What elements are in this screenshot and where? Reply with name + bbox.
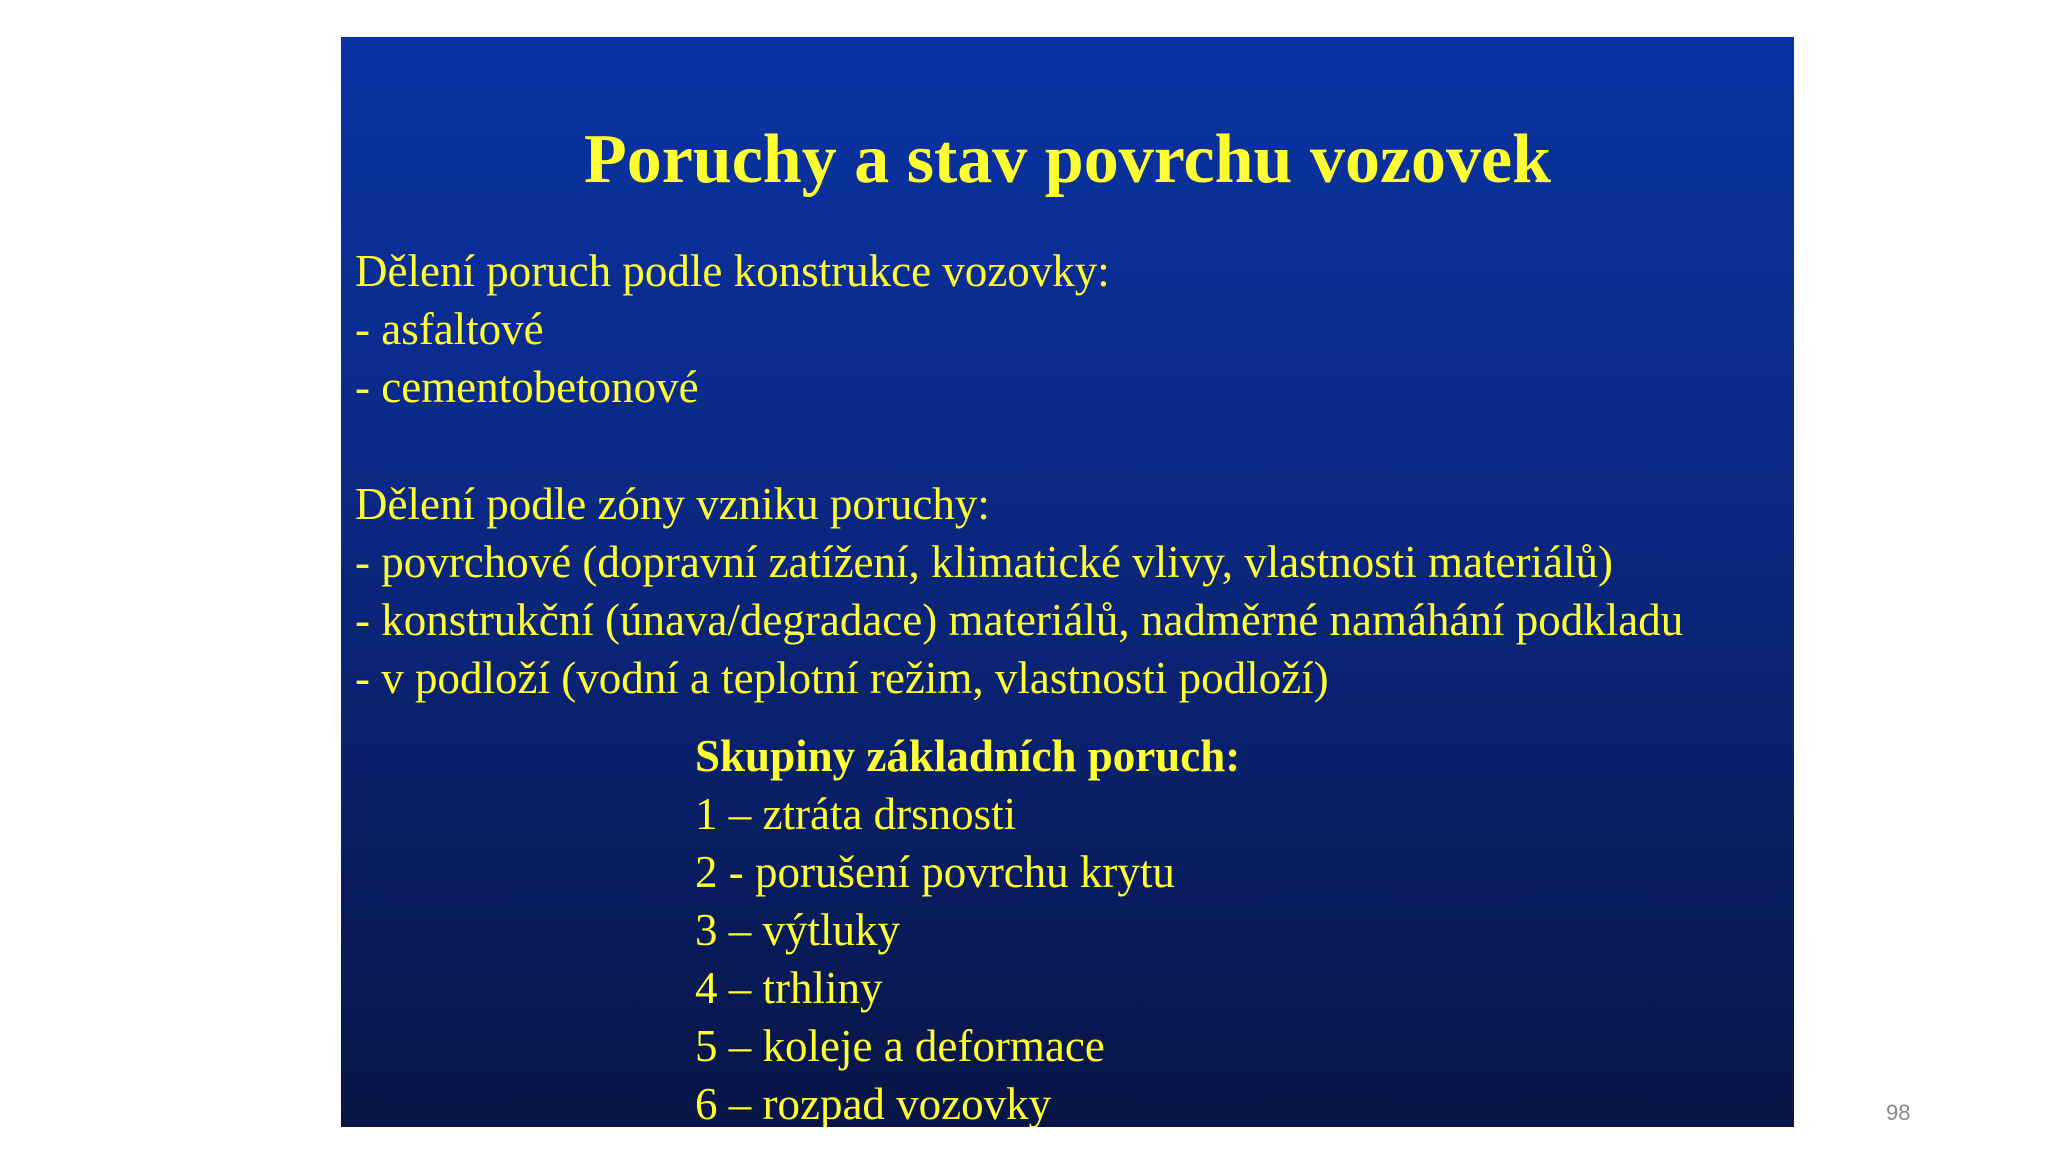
list-item: - v podloží (vodní a teplotní režim, vlastnosti podloží) (355, 653, 1329, 703)
construction-division-section (355, 242, 1110, 416)
list-item: 3 – výtluky (695, 905, 901, 955)
construction-division-heading: Dělení poruch podle konstrukce vozovky: (355, 246, 1110, 296)
zone-division-section (355, 475, 1683, 707)
basic-defect-groups-heading: Skupiny základních poruch: (695, 731, 1241, 781)
list-item: - asfaltové (355, 304, 544, 354)
list-item: 1 – ztráta drsnosti (695, 789, 1017, 839)
list-item: 6 – rozpad vozovky (695, 1079, 1052, 1127)
list-item: 4 – trhliny (695, 963, 883, 1013)
list-item: - cementobetonové (355, 362, 699, 412)
slide-image (341, 37, 1794, 1127)
list-item: 2 - porušení povrchu krytu (695, 847, 1175, 897)
page-number: 98 (1886, 1100, 1911, 1125)
slide-title: Poruchy a stav povrchu vozovek (583, 121, 1552, 198)
list-item: - konstrukční (únava/degradace) materiálů, nadměrné namáhání podkladu (355, 595, 1684, 645)
basic-defect-groups-section (695, 727, 1240, 1127)
list-item: 5 – koleje a deformace (695, 1021, 1105, 1071)
zone-division-heading: Dělení podle zóny vzniku poruchy: (355, 479, 990, 529)
list-item: - povrchové (dopravní zatížení, klimatické vlivy, vlastnosti materiálů) (355, 537, 1613, 587)
